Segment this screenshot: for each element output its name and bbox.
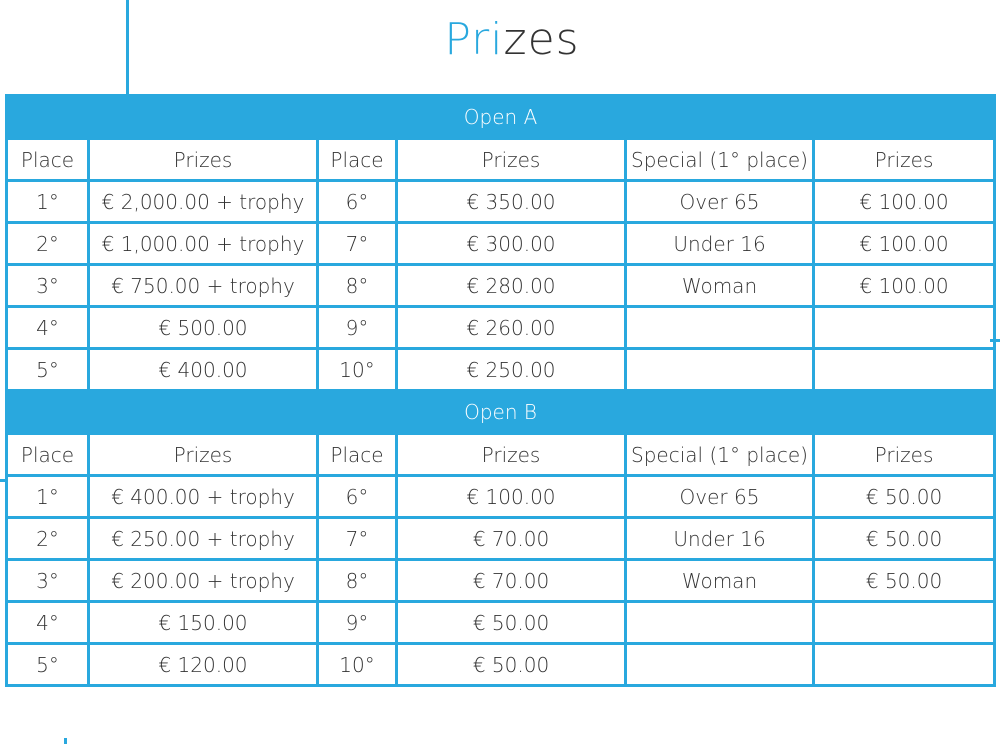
column-header-row <box>7 139 995 181</box>
table-cell: 7° <box>318 223 397 265</box>
column-header: Prizes <box>814 139 995 181</box>
page-title-accent: Pri <box>444 14 504 65</box>
table-row <box>7 518 995 560</box>
table-cell: 4° <box>7 602 89 644</box>
table-cell: € 120.00 <box>89 644 318 686</box>
table-cell: 10° <box>318 644 397 686</box>
table-cell: € 100.00 <box>814 265 995 307</box>
table-cell: € 100.00 <box>397 476 626 518</box>
table-cell: 3° <box>7 560 89 602</box>
table-cell: € 50.00 <box>814 518 995 560</box>
table-row <box>7 602 995 644</box>
table-cell: € 260.00 <box>397 307 626 349</box>
column-header: Prizes <box>89 139 318 181</box>
table-cell: Under 16 <box>626 518 814 560</box>
column-header: Special (1° place) <box>626 139 814 181</box>
table-cell: € 100.00 <box>814 223 995 265</box>
column-header: Prizes <box>397 139 626 181</box>
section-title: Open A <box>7 96 995 139</box>
table-row <box>7 349 995 391</box>
table-cell: € 250.00 + trophy <box>89 518 318 560</box>
column-header: Prizes <box>397 434 626 476</box>
column-header-row <box>7 434 995 476</box>
table-cell <box>626 644 814 686</box>
table-cell: € 150.00 <box>89 602 318 644</box>
table-cell: € 500.00 <box>89 307 318 349</box>
table-cell: 8° <box>318 265 397 307</box>
table-row <box>7 181 995 223</box>
table-cell: € 50.00 <box>814 476 995 518</box>
table-cell <box>814 644 995 686</box>
prizes-table <box>5 94 996 687</box>
table-row <box>7 644 995 686</box>
prizes-table-body <box>7 96 995 686</box>
column-header: Place <box>318 434 397 476</box>
section-header-row <box>7 96 995 139</box>
table-cell: € 70.00 <box>397 560 626 602</box>
column-header: Place <box>7 434 89 476</box>
table-cell: € 350.00 <box>397 181 626 223</box>
table-cell: 2° <box>7 518 89 560</box>
table-cell <box>626 307 814 349</box>
table-cell <box>814 602 995 644</box>
column-header: Prizes <box>89 434 318 476</box>
column-header: Special (1° place) <box>626 434 814 476</box>
table-cell: 9° <box>318 307 397 349</box>
table-cell: € 250.00 <box>397 349 626 391</box>
table-row <box>7 476 995 518</box>
column-header: Place <box>318 139 397 181</box>
table-row <box>7 307 995 349</box>
table-cell: Over 65 <box>626 476 814 518</box>
table-cell: € 1,000.00 + trophy <box>89 223 318 265</box>
table-cell: 5° <box>7 644 89 686</box>
table-cell: Under 16 <box>626 223 814 265</box>
table-cell: € 50.00 <box>814 560 995 602</box>
page-title <box>0 10 1000 70</box>
table-cell: 8° <box>318 560 397 602</box>
table-row <box>7 223 995 265</box>
table-cell: € 400.00 <box>89 349 318 391</box>
table-cell: 5° <box>7 349 89 391</box>
table-cell: 1° <box>7 181 89 223</box>
table-cell: € 50.00 <box>397 644 626 686</box>
page-title-rest: zes <box>503 14 580 65</box>
table-cell: 7° <box>318 518 397 560</box>
table-cell: 4° <box>7 307 89 349</box>
table-cell: 6° <box>318 181 397 223</box>
table-cell: € 750.00 + trophy <box>89 265 318 307</box>
table-cell: Woman <box>626 265 814 307</box>
section-title: Open B <box>7 391 995 434</box>
table-cell: 3° <box>7 265 89 307</box>
table-cell: € 2,000.00 + trophy <box>89 181 318 223</box>
table-cell: € 200.00 + trophy <box>89 560 318 602</box>
table-cell: 2° <box>7 223 89 265</box>
table-cell <box>814 349 995 391</box>
table-cell <box>626 349 814 391</box>
table-cell: € 70.00 <box>397 518 626 560</box>
section-header-row <box>7 391 995 434</box>
table-row <box>7 265 995 307</box>
table-cell: 1° <box>7 476 89 518</box>
table-cell: 10° <box>318 349 397 391</box>
decorative-line <box>64 738 67 744</box>
column-header: Place <box>7 139 89 181</box>
column-header: Prizes <box>814 434 995 476</box>
table-cell: 6° <box>318 476 397 518</box>
table-cell: Woman <box>626 560 814 602</box>
table-cell: € 300.00 <box>397 223 626 265</box>
table-row <box>7 560 995 602</box>
table-cell <box>626 602 814 644</box>
table-cell: € 100.00 <box>814 181 995 223</box>
table-cell: 9° <box>318 602 397 644</box>
table-cell: Over 65 <box>626 181 814 223</box>
table-cell: € 50.00 <box>397 602 626 644</box>
table-cell: € 400.00 + trophy <box>89 476 318 518</box>
table-cell <box>814 307 995 349</box>
table-cell: € 280.00 <box>397 265 626 307</box>
